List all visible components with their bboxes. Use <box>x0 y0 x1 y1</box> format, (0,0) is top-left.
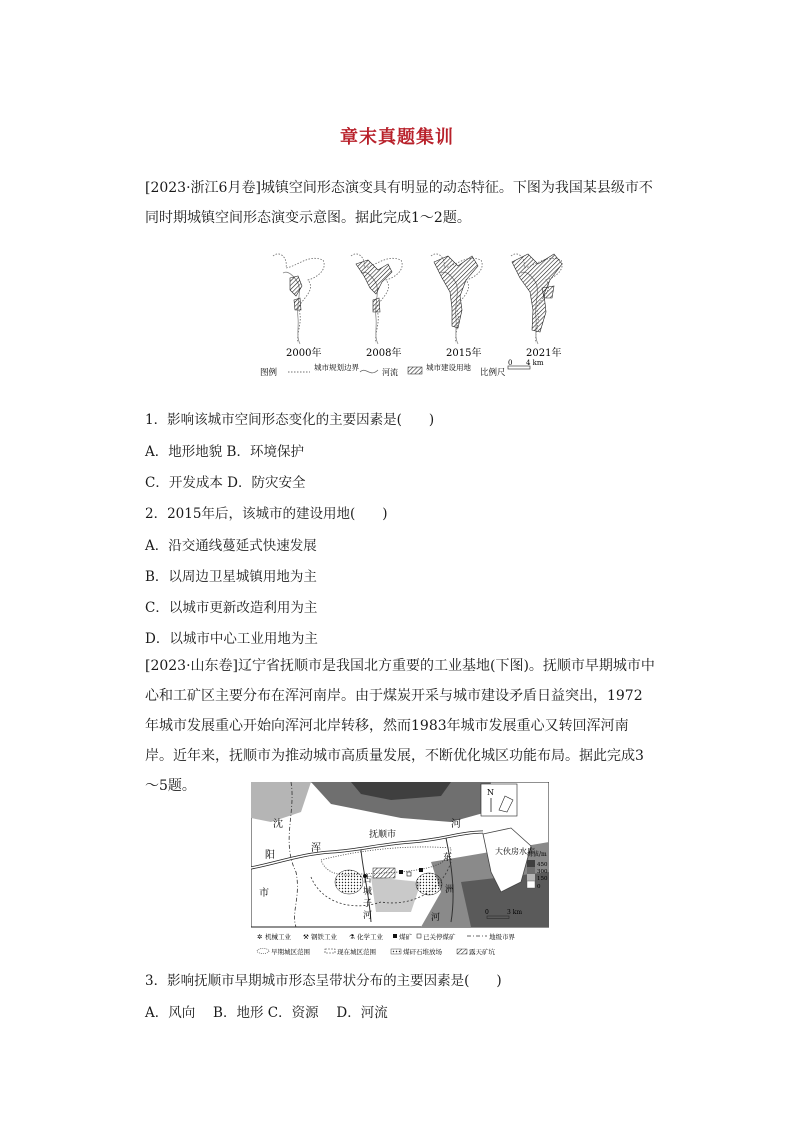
question-2-option-a: A．沿交通线蔓延式快速发展 <box>145 538 317 554</box>
section2-intro: [2023·山东卷]辽宁省抚顺市是我国北方重要的工业基地(下图)。抚顺市早期城市中心和工矿区主要分布在浑河南岸。由于煤炭开采与城市建设矛盾日益突出，1972年城市发展重心开始向浑河北岸转移，然而1983年城市发展重心又转回浑河南岸。近年来，抚顺市为推动城市高质量发展，不断优化城区功能布局。据此完成3～5题。 <box>145 658 655 794</box>
coal-mine-icon <box>399 870 403 874</box>
year-label: 2015年 <box>446 348 482 359</box>
place-label: 抚顺市 <box>369 830 397 840</box>
place-label: 东 <box>443 853 453 863</box>
map-legend <box>257 932 516 956</box>
map-2015 <box>431 254 482 344</box>
question-2-option-c: C．以城市更新改造利用为主 <box>145 600 318 616</box>
place-label: 市 <box>259 888 269 899</box>
north-label: N <box>487 788 494 797</box>
city-evolution-figure <box>258 246 568 386</box>
place-label: 河 <box>363 911 373 921</box>
scale-zero: 0 <box>508 359 513 367</box>
question-2-option-d: D．以城市中心工业用地为主 <box>145 631 318 647</box>
question-2-stem: 2．2015年后，该城市的建设用地( ) <box>145 506 388 522</box>
open-pit-mine <box>373 868 395 878</box>
legend-item: 现在城区范围 <box>337 948 376 956</box>
legend-item: 露天矿坑 <box>469 948 495 956</box>
north-arrow <box>481 784 517 816</box>
place-label: 河 <box>451 819 461 830</box>
svg-text:✲: ✲ <box>257 933 263 941</box>
section1-intro: [2023·浙江6月卷]城镇空间形态演变具有明显的动态特征。下图为我国某县级市不同时期城镇空间形态演变示意图。据此完成1～2题。 <box>145 180 653 226</box>
place-label: 洲 <box>445 885 455 895</box>
scale-end: 3 km <box>507 909 523 916</box>
year-label: 2008年 <box>366 348 402 359</box>
closed-mine-icon <box>407 872 411 876</box>
river-legend-icon <box>360 370 378 373</box>
legend-item: 已关停煤矿 <box>423 933 456 941</box>
legend-boundary: 城市规划边界 <box>314 363 359 372</box>
place-label: 浑 <box>311 843 321 854</box>
question-3-options: A．风向 B．地形 C．资源 D．河流 <box>145 1005 388 1021</box>
elevation-value: 0 <box>537 884 541 890</box>
legend-item: 早期城区范围 <box>271 948 310 956</box>
place-label: 大伙房水库 <box>495 847 535 856</box>
place-label: 城 <box>363 887 373 897</box>
year-label: 2021年 <box>526 348 562 359</box>
map-2021 <box>511 254 562 344</box>
legend-builtup: 城市建设用地 <box>426 363 471 372</box>
builtup-legend-icon <box>408 367 422 374</box>
question-1-options-row2: C．开发成本 D．防灾安全 <box>145 475 306 491</box>
figure1-legend <box>260 359 544 378</box>
map-2000 <box>273 254 324 344</box>
elevation-value: 300 <box>537 869 548 875</box>
scale-end: 4 km <box>526 359 544 367</box>
fushun-map <box>251 782 549 957</box>
question-1-options-row1: A．地形地貌 B．环境保护 <box>145 444 304 460</box>
legend-item: 煤矿 <box>399 933 412 941</box>
question-2-option-b: B．以周边卫星城镇用地为主 <box>145 569 317 585</box>
gangue-dump <box>416 873 442 895</box>
legend-item: 化学工业 <box>357 933 383 941</box>
page-title: 章末真题集训 <box>340 127 454 148</box>
legend-river: 河流 <box>382 368 398 377</box>
question-1-stem: 1．影响该城市空间形态变化的主要因素是( ) <box>145 412 435 428</box>
map-2008 <box>351 254 402 344</box>
legend-item: 钢铁工业 <box>311 933 337 941</box>
gangue-dump <box>335 870 363 894</box>
elevation-value: 450 <box>537 862 548 868</box>
legend-item: 地级市界 <box>489 933 515 941</box>
legend-item: 煤矸石堆放场 <box>403 948 442 956</box>
scale-label: 比例尺 <box>480 368 506 378</box>
svg-text:⚒: ⚒ <box>303 933 309 941</box>
coal-mine-icon <box>419 868 423 872</box>
question-3-stem: 3．影响抚顺市早期城市形态呈带状分布的主要因素是( ) <box>145 973 502 989</box>
place-label: 阳 <box>265 850 275 861</box>
elevation-value: 150 <box>537 876 548 882</box>
year-label: 2000年 <box>286 348 322 359</box>
place-label: 沈 <box>273 819 283 830</box>
scale-zero: 0 <box>485 909 489 916</box>
svg-text:⚗: ⚗ <box>349 933 355 941</box>
place-label: 子 <box>363 899 373 909</box>
place-label: 河 <box>431 913 441 923</box>
legend-item: 机械工业 <box>265 933 291 941</box>
legend-title: 图例 <box>260 368 278 378</box>
place-label: 古 <box>363 875 373 885</box>
elevation-title: 海拔/m <box>527 851 547 858</box>
